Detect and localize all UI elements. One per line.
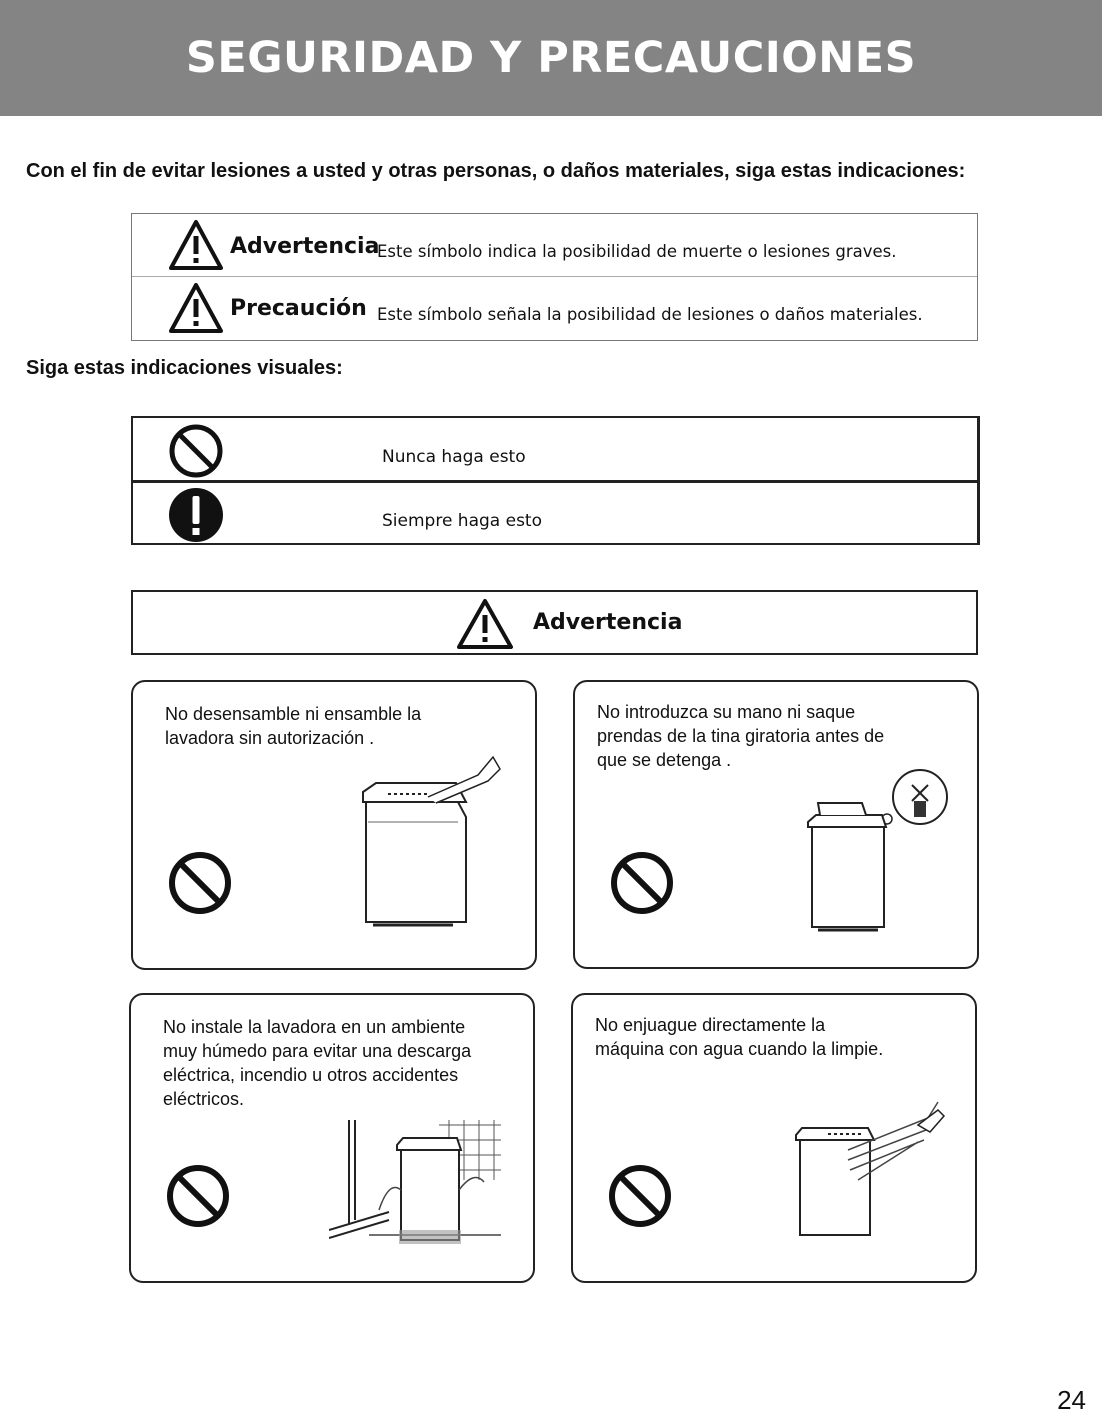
card-text (597, 700, 884, 772)
prohibition-icon (165, 1163, 231, 1229)
warning-card-humidity (129, 993, 535, 1283)
legend-row-caution (132, 277, 977, 339)
warning-card-disassemble (131, 680, 537, 970)
prohibition-icon (167, 850, 233, 916)
mandatory-icon (168, 487, 224, 543)
card-text (163, 1015, 471, 1111)
legend-description: Este símbolo señala la posibilidad de lesiones o daños materiales. (377, 305, 923, 324)
card-text-line: No instale la lavadora en un ambiente (163, 1017, 466, 1037)
card-text-line: lavadora sin autorización . (165, 728, 375, 748)
washer-disassembly-illustration (358, 747, 508, 932)
card-text-line: No enjuague directamente la (595, 1015, 826, 1035)
visual-heading: Siga estas indicaciones visuales: (26, 357, 343, 379)
page-header (0, 0, 1102, 116)
legend-row-warning (132, 214, 977, 277)
washer-hand-thought-illustration (800, 767, 950, 937)
prohibition-icon (168, 423, 224, 479)
card-text-line: prendas de la tina giratoria antes de (597, 726, 885, 746)
warning-banner-title: Advertencia (533, 610, 683, 635)
visual-text: Nunca haga esto (382, 447, 526, 467)
page-title: SEGURIDAD Y PRECAUCIONES (185, 33, 917, 83)
card-text-line: muy húmedo para evitar una descarga (163, 1041, 472, 1061)
card-text-line: eléctricos. (163, 1089, 245, 1109)
visual-row-always (133, 482, 977, 544)
prohibition-icon (607, 1163, 673, 1229)
warning-card-spinning-tub (573, 680, 979, 969)
legend-description: Este símbolo indica la posibilidad de muerte o lesiones graves. (377, 242, 897, 261)
washer-spray-illustration (788, 1100, 948, 1240)
visual-row-never (133, 418, 977, 483)
visual-legend-table (131, 416, 980, 545)
intro-text: Con el fin de evitar lesiones a usted y otras personas, o daños materiales, siga estas indicaciones: (26, 160, 966, 182)
page-number: 24 (1057, 1385, 1086, 1415)
visual-text: Siempre haga esto (382, 511, 542, 531)
card-text (595, 1013, 883, 1061)
card-text-line: No introduzca su mano ni saque (597, 702, 856, 722)
warning-triangle-icon (168, 219, 224, 271)
warning-banner (131, 590, 978, 655)
symbol-legend-table (131, 213, 978, 341)
card-text-line: que se detenga . (597, 750, 732, 770)
card-text-line: eléctrica, incendio u otros accidentes (163, 1065, 459, 1085)
card-text (165, 702, 421, 750)
card-text-line: máquina con agua cuando la limpie. (595, 1039, 884, 1059)
caution-triangle-icon (168, 282, 224, 334)
legend-label: Precaución (230, 296, 367, 321)
warning-triangle-icon (456, 598, 514, 650)
prohibition-icon (609, 850, 675, 916)
legend-label: Advertencia (230, 234, 380, 259)
warning-card-rinsing (571, 993, 977, 1283)
card-text-line: No desensamble ni ensamble la (165, 704, 422, 724)
humid-room-washer-illustration (329, 1120, 504, 1250)
